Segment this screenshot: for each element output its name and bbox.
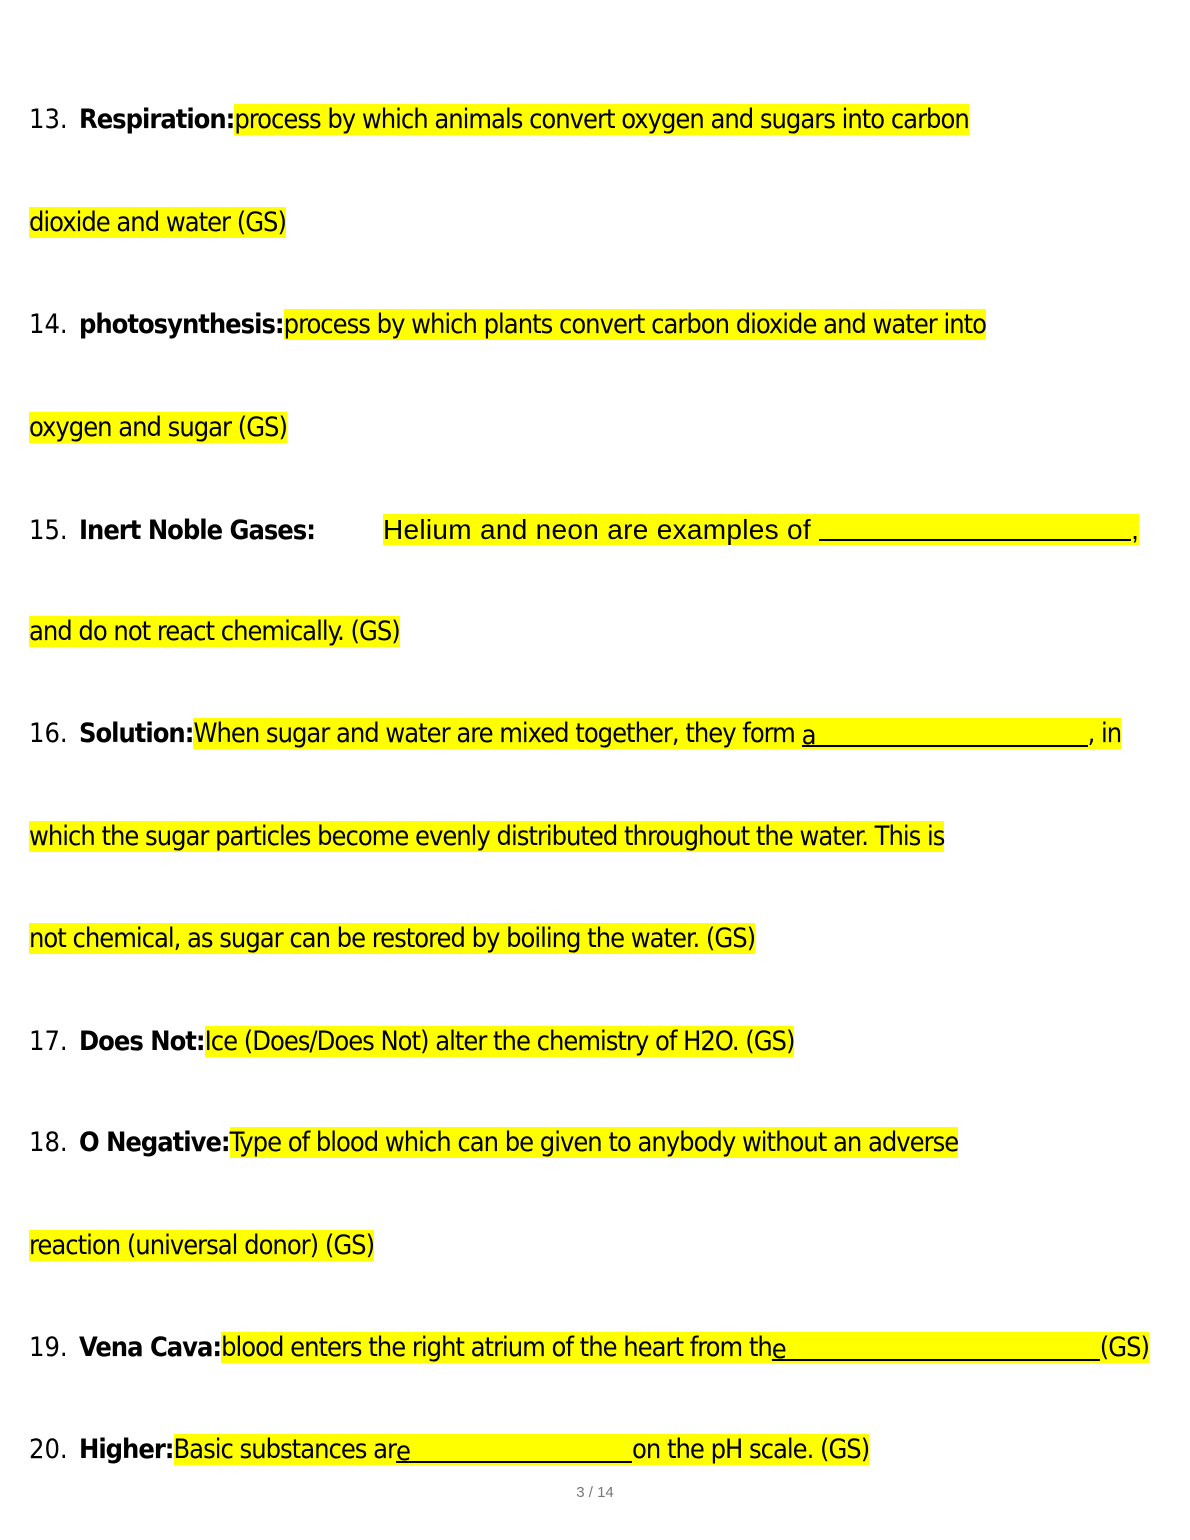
item-number: 18. bbox=[29, 1127, 68, 1158]
item-definition-text: Helium and neon are examples of bbox=[382, 514, 811, 545]
item-16 bbox=[29, 713, 1121, 755]
answer-blank[interactable] bbox=[396, 1431, 632, 1467]
item-14-continuation bbox=[29, 407, 287, 449]
item-definition: reaction (universal donor) (GS) bbox=[29, 1230, 375, 1261]
item-definition: Ice (Does/Does Not) alter the chemistry of H2O. (GS) bbox=[204, 1026, 795, 1057]
item-16-continuation bbox=[29, 816, 944, 858]
item-19 bbox=[29, 1327, 1149, 1369]
item-definition bbox=[193, 718, 1121, 749]
item-definition: process by which animals convert oxygen and sugars into carbon bbox=[234, 104, 969, 135]
item-term: photosynthesis: bbox=[79, 309, 284, 340]
item-definition-text: blood enters the right atrium of the heart from th bbox=[221, 1332, 772, 1363]
item-definition: which the sugar particles become evenly distributed throughout the water. This is bbox=[29, 821, 945, 852]
trailing-text: (GS) bbox=[1099, 1332, 1149, 1363]
item-number: 19. bbox=[29, 1332, 68, 1363]
item-number: 16. bbox=[29, 718, 68, 749]
item-16-continuation-2 bbox=[29, 918, 755, 960]
item-definition-text: When sugar and water are mixed together, they form bbox=[193, 718, 795, 749]
page-number: 3 / 14 bbox=[576, 1484, 614, 1501]
answer-blank[interactable] bbox=[771, 1329, 1100, 1365]
item-definition: dioxide and water (GS) bbox=[29, 207, 286, 238]
item-13 bbox=[29, 99, 969, 141]
trailing-punctuation: , bbox=[1131, 514, 1140, 545]
blank-prefix: e bbox=[771, 1334, 786, 1365]
blank-prefix: a bbox=[801, 720, 816, 751]
item-definition: not chemical, as sugar can be restored by boiling the water. (GS) bbox=[29, 923, 756, 954]
item-term: Does Not: bbox=[79, 1026, 205, 1057]
item-definition bbox=[174, 1434, 870, 1465]
item-term: Inert Noble Gases: bbox=[79, 515, 315, 546]
item-definition: process by which plants convert carbon dioxide and water into bbox=[283, 309, 986, 340]
trailing-text: , in bbox=[1087, 718, 1122, 749]
item-term: Vena Cava: bbox=[79, 1332, 222, 1363]
item-number: 13. bbox=[29, 104, 68, 135]
item-20 bbox=[29, 1429, 869, 1471]
item-definition bbox=[383, 514, 1139, 545]
item-number: 14. bbox=[29, 309, 68, 340]
answer-blank[interactable] bbox=[819, 509, 1131, 541]
item-number: 20. bbox=[29, 1434, 68, 1465]
item-15-continuation bbox=[29, 611, 400, 653]
trailing-text: on the pH scale. (GS) bbox=[632, 1434, 870, 1465]
item-definition: Type of blood which can be given to anybody without an adverse bbox=[229, 1127, 959, 1158]
item-13-continuation bbox=[29, 202, 286, 244]
item-definition: and do not react chemically. (GS) bbox=[29, 616, 400, 647]
item-definition: oxygen and sugar (GS) bbox=[29, 412, 287, 443]
answer-blank[interactable] bbox=[801, 715, 1088, 751]
item-18 bbox=[29, 1122, 958, 1164]
blank-prefix: e bbox=[396, 1436, 410, 1467]
item-term: Higher: bbox=[79, 1434, 174, 1465]
item-number: 15. bbox=[29, 515, 68, 546]
item-17 bbox=[29, 1021, 794, 1063]
item-number: 17. bbox=[29, 1026, 68, 1057]
item-15 bbox=[29, 509, 1139, 551]
item-definition-text: Basic substances ar bbox=[173, 1434, 397, 1465]
item-term: Respiration: bbox=[79, 104, 235, 135]
item-term: Solution: bbox=[79, 718, 194, 749]
item-18-continuation bbox=[29, 1225, 374, 1267]
item-14 bbox=[29, 304, 986, 346]
item-term: O Negative: bbox=[79, 1127, 230, 1158]
item-definition bbox=[221, 1332, 1149, 1363]
